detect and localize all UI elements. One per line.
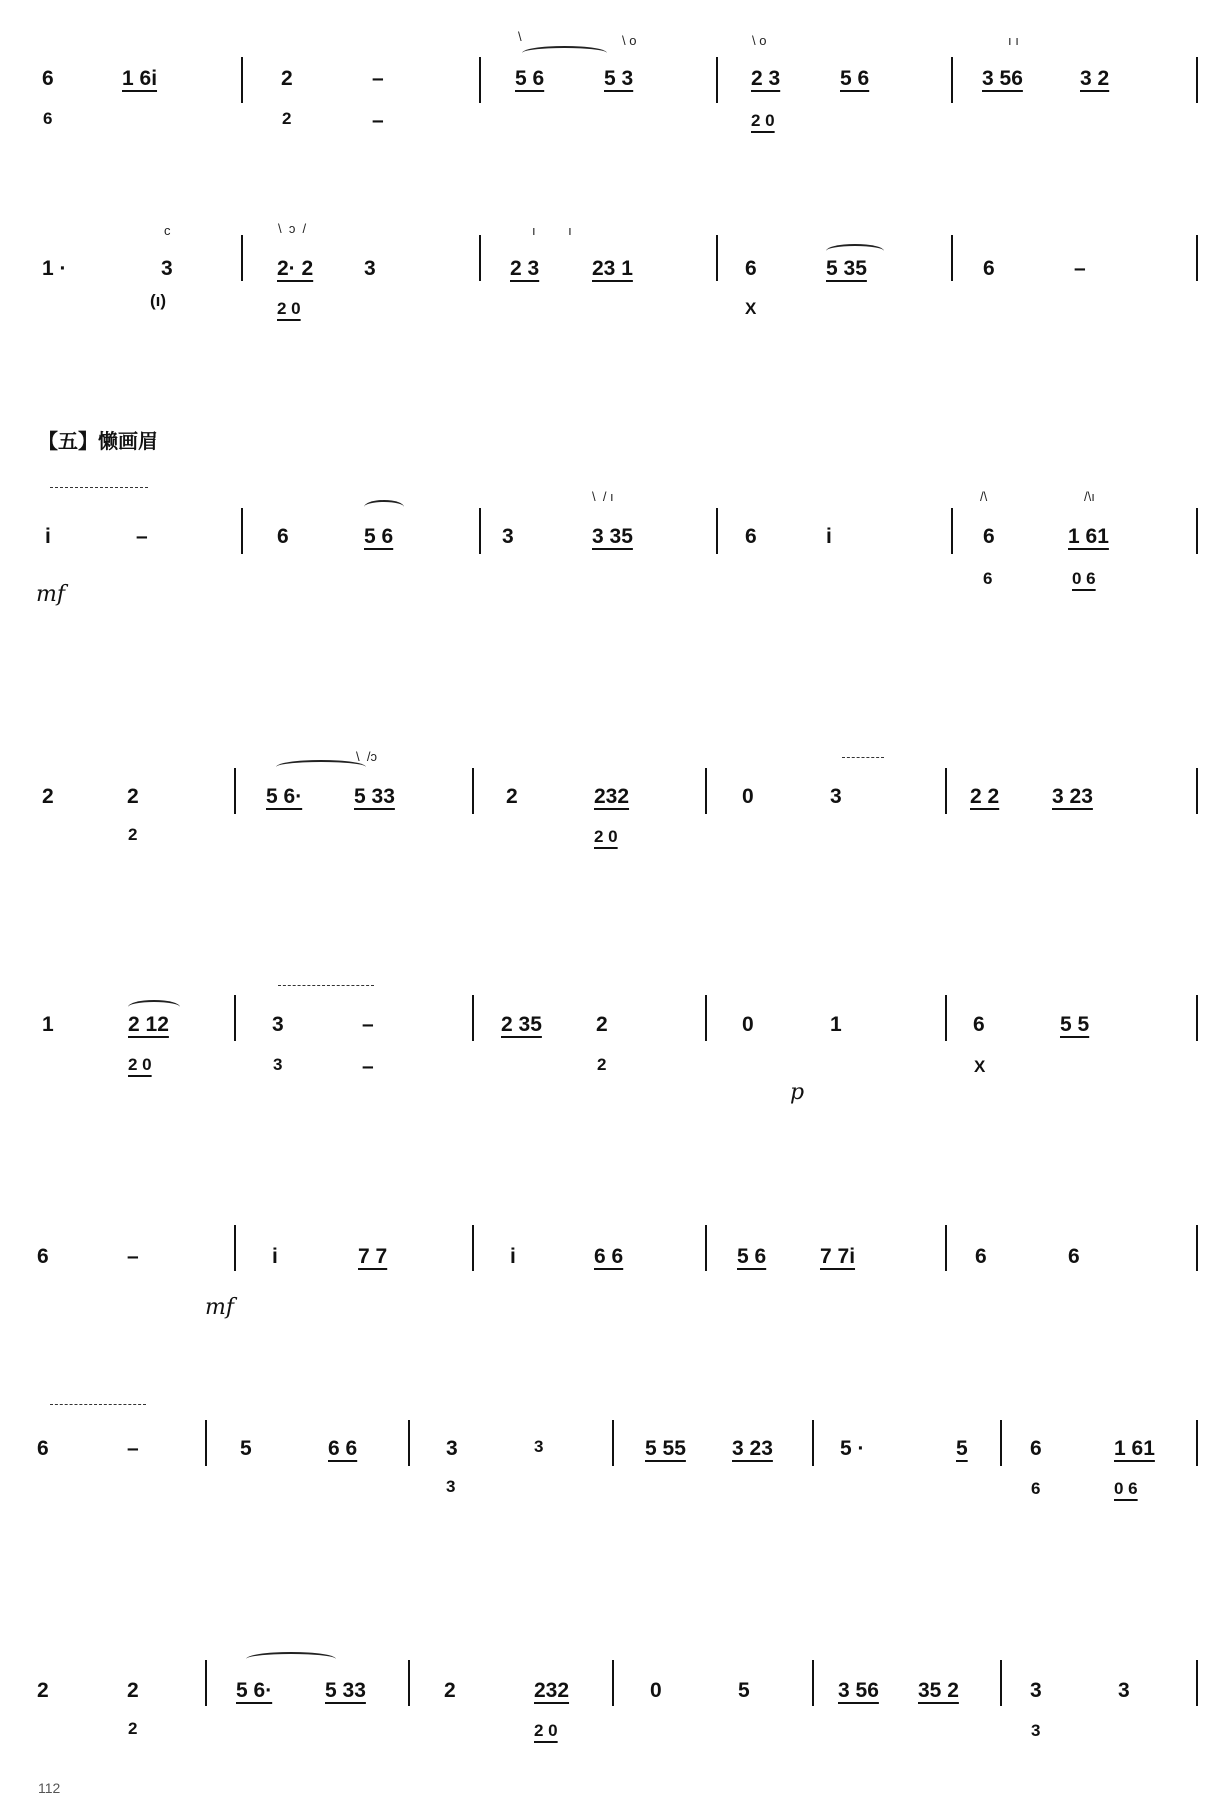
barline	[1196, 1420, 1198, 1466]
note-lower: 2	[597, 1055, 607, 1074]
barline	[1000, 1420, 1002, 1466]
barline	[945, 995, 947, 1041]
barline	[234, 995, 236, 1041]
barline	[408, 1660, 410, 1706]
note: 0	[742, 1013, 754, 1036]
barline	[479, 508, 481, 554]
ornament-mark: /\ı	[1084, 489, 1095, 504]
note-group: 2· 2	[277, 257, 314, 280]
barline	[479, 57, 481, 103]
ornament-mark: \ ɔ /	[278, 221, 307, 236]
note-group: 5 33	[354, 785, 395, 808]
dynamic-mark: mf	[205, 1295, 235, 1320]
barline	[716, 508, 718, 554]
note: 5	[738, 1679, 750, 1702]
note-lower: 6	[43, 109, 53, 128]
note-lower: 6	[1031, 1479, 1041, 1498]
note-lower: X	[745, 299, 757, 318]
ornament-mark: ı ı	[532, 223, 572, 238]
section-title: 【五】懒画眉	[38, 429, 158, 453]
note: 3	[830, 785, 842, 808]
barline	[945, 1225, 947, 1271]
dashed-line	[842, 757, 884, 758]
barline	[472, 1225, 474, 1271]
barline	[408, 1420, 410, 1466]
barline	[705, 995, 707, 1041]
dynamic-mark: mf	[36, 582, 66, 607]
note: i	[45, 525, 51, 548]
note-group-lower: 0 6	[1072, 569, 1096, 588]
note-group: 232	[534, 1679, 570, 1702]
barline	[1196, 235, 1198, 281]
note: 2	[42, 785, 54, 808]
note-group-lower: 2 0	[594, 827, 618, 846]
note: 2	[127, 785, 139, 808]
ornament-mark: c	[164, 223, 171, 238]
note: 6	[983, 525, 995, 548]
note: 6	[983, 257, 995, 280]
note-group: 5 6	[840, 67, 870, 90]
note-lower: 3	[534, 1437, 544, 1456]
barline	[716, 57, 718, 103]
note-group-lower: 2 0	[277, 299, 301, 318]
note-group: 5	[956, 1437, 968, 1460]
note-group: 2 35	[501, 1013, 542, 1036]
note-group: 3 23	[1052, 785, 1093, 808]
hold-dash: –	[372, 67, 384, 90]
note: 3	[272, 1013, 284, 1036]
note-group: 3 23	[732, 1437, 773, 1460]
hold-dash: –	[362, 1055, 374, 1078]
note-group: 5 6·	[236, 1679, 273, 1702]
note: i	[510, 1245, 516, 1268]
note-lower: 3	[273, 1055, 283, 1074]
barline	[945, 768, 947, 814]
barline	[1196, 995, 1198, 1041]
note-lower: 2	[282, 109, 292, 128]
barline	[234, 768, 236, 814]
note-lower: 2	[128, 825, 138, 844]
dynamic-mark: p	[790, 1080, 805, 1105]
dashed-line	[50, 487, 148, 488]
note-group: 1 6i	[122, 67, 158, 90]
note-group: 23 1	[592, 257, 633, 280]
note-group: 5 6	[737, 1245, 767, 1268]
note-group: 5 6	[364, 525, 394, 548]
ornament-mark: \ /ɔ	[356, 749, 377, 764]
barline	[951, 235, 953, 281]
note: 2	[281, 67, 293, 90]
barline	[951, 508, 953, 554]
note: 6	[37, 1245, 49, 1268]
barline	[812, 1660, 814, 1706]
note: 3	[161, 257, 173, 280]
note: 6	[973, 1013, 985, 1036]
barline	[705, 768, 707, 814]
barline	[1196, 768, 1198, 814]
note-lower: 3	[446, 1477, 456, 1496]
note-group: 7 7i	[820, 1245, 856, 1268]
note: 6	[42, 67, 54, 90]
slur	[128, 1000, 180, 1014]
note: 0	[650, 1679, 662, 1702]
slur	[246, 1652, 336, 1666]
note: 1 ·	[42, 257, 67, 280]
barline	[1196, 57, 1198, 103]
note: 1	[830, 1013, 842, 1036]
hold-dash: –	[362, 1013, 374, 1036]
note-group: 7 7	[358, 1245, 388, 1268]
slur	[522, 46, 607, 60]
barline	[472, 768, 474, 814]
note-lower: 3	[1031, 1721, 1041, 1740]
page-number: 112	[38, 1780, 61, 1796]
barline	[1196, 508, 1198, 554]
note-lower: X	[974, 1057, 986, 1076]
barline	[205, 1660, 207, 1706]
barline	[716, 235, 718, 281]
note-group-lower: 0 6	[1114, 1479, 1138, 1498]
note-group: 6 6	[594, 1245, 624, 1268]
barline	[241, 235, 243, 281]
note: 5 ·	[840, 1437, 865, 1460]
note: 0	[742, 785, 754, 808]
barline	[241, 508, 243, 554]
hold-dash: –	[127, 1245, 139, 1268]
note-group: 6 6	[328, 1437, 358, 1460]
barline	[205, 1420, 207, 1466]
ornament-mark: ı ı	[1008, 33, 1019, 48]
note: 6	[1030, 1437, 1042, 1460]
slur	[826, 244, 884, 258]
barline	[612, 1420, 614, 1466]
note-group: 5 5	[1060, 1013, 1090, 1036]
barline	[812, 1420, 814, 1466]
note: 2	[596, 1013, 608, 1036]
note-lower: (ı)	[150, 291, 167, 310]
barline	[951, 57, 953, 103]
note-group: 3 35	[592, 525, 633, 548]
note: 2	[506, 785, 518, 808]
hold-dash: –	[127, 1437, 139, 1460]
hold-dash: –	[372, 109, 384, 132]
slur	[364, 500, 404, 514]
note: 3	[1030, 1679, 1042, 1702]
ornament-mark: /\	[980, 489, 988, 504]
barline	[612, 1660, 614, 1706]
hold-dash: –	[1074, 257, 1086, 280]
note: 3	[446, 1437, 458, 1460]
barline	[1196, 1225, 1198, 1271]
ornament-mark: \ o	[752, 33, 767, 48]
note: 2	[127, 1679, 139, 1702]
hold-dash: –	[136, 525, 148, 548]
note: 3	[364, 257, 376, 280]
note: 2	[444, 1679, 456, 1702]
note-lower: 6	[983, 569, 993, 588]
note-group: 5 6·	[266, 785, 303, 808]
ornament-mark: \ o	[622, 33, 637, 48]
note-group: 2 2	[970, 785, 1000, 808]
note-group: 1 61	[1114, 1437, 1155, 1460]
note: 1	[42, 1013, 54, 1036]
note: 6	[277, 525, 289, 548]
note-group: 2 3	[510, 257, 540, 280]
note-group: 232	[594, 785, 630, 808]
note: 3	[502, 525, 514, 548]
barline	[241, 57, 243, 103]
note: 6	[745, 525, 757, 548]
slur	[276, 760, 366, 774]
barline	[234, 1225, 236, 1271]
note: i	[826, 525, 832, 548]
note-group-lower: 2 0	[534, 1721, 558, 1740]
dashed-line	[278, 985, 374, 986]
note-group: 5 33	[325, 1679, 366, 1702]
note-group: 2 12	[128, 1013, 169, 1036]
note-lower: 2	[128, 1719, 138, 1738]
note-group: 1 61	[1068, 525, 1109, 548]
note-group: 3 2	[1080, 67, 1110, 90]
note: 5	[240, 1437, 252, 1460]
note-group: 5 6	[515, 67, 545, 90]
dashed-line	[50, 1404, 146, 1405]
barline	[1000, 1660, 1002, 1706]
note: i	[272, 1245, 278, 1268]
note: 3	[1118, 1679, 1130, 1702]
note-group-lower: 2 0	[751, 111, 775, 130]
note-group-lower: 2 0	[128, 1055, 152, 1074]
note-group: 2 3	[751, 67, 781, 90]
note-group: 3 56	[982, 67, 1023, 90]
note: 6	[745, 257, 757, 280]
ornament-mark: \ / ı	[592, 489, 614, 504]
note-group: 5 35	[826, 257, 867, 280]
barline	[705, 1225, 707, 1271]
note-group: 5 3	[604, 67, 634, 90]
note-group: 3 56	[838, 1679, 879, 1702]
note-group: 35 2	[918, 1679, 959, 1702]
barline	[472, 995, 474, 1041]
ornament-mark: \	[518, 29, 522, 44]
note: 6	[1068, 1245, 1080, 1268]
barline	[1196, 1660, 1198, 1706]
note: 2	[37, 1679, 49, 1702]
note-group: 5 55	[645, 1437, 686, 1460]
note: 6	[975, 1245, 987, 1268]
barline	[479, 235, 481, 281]
note: 6	[37, 1437, 49, 1460]
